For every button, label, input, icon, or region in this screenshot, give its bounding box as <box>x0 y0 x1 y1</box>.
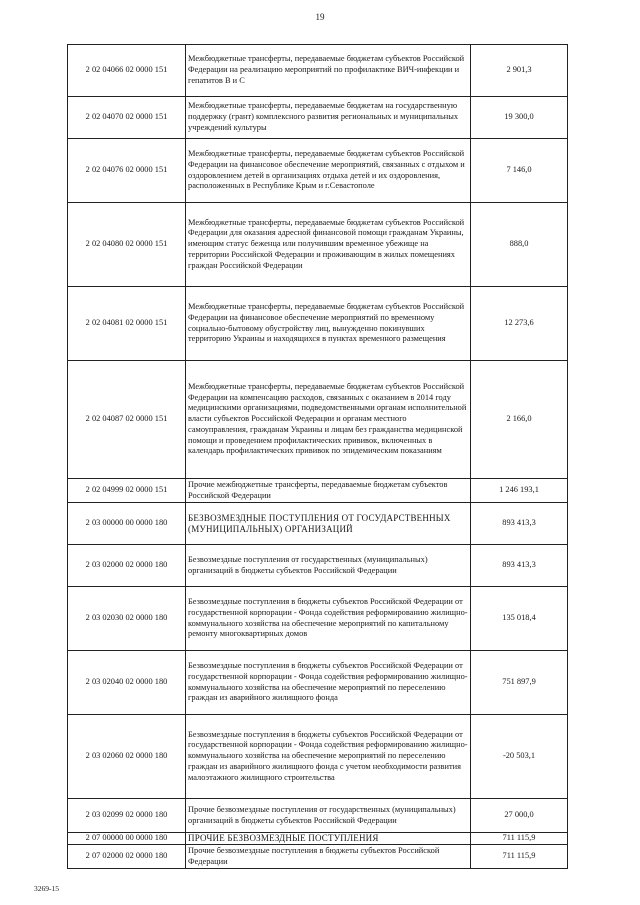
budget-code: 2 07 02000 02 0000 180 <box>68 845 186 869</box>
income-description: БЕЗВОЗМЕЗДНЫЕ ПОСТУПЛЕНИЯ ОТ ГОСУДАРСТВЕННЫХ (МУНИЦИПАЛЬНЫХ) ОРГАНИЗАЦИЙ <box>186 503 471 545</box>
table-row <box>68 833 568 845</box>
income-description: ПРОЧИЕ БЕЗВОЗМЕЗДНЫЕ ПОСТУПЛЕНИЯ <box>186 833 471 845</box>
amount: 711 115,9 <box>471 845 568 869</box>
table-row <box>68 479 568 503</box>
budget-code: 2 02 04076 02 0000 151 <box>68 139 186 203</box>
document-footer-code: 3269-15 <box>34 884 59 893</box>
budget-code: 2 02 04081 02 0000 151 <box>68 287 186 361</box>
table-row <box>68 545 568 587</box>
table-row <box>68 287 568 361</box>
amount: 751 897,9 <box>471 651 568 715</box>
table-row <box>68 361 568 479</box>
table-row <box>68 139 568 203</box>
table-row <box>68 715 568 799</box>
amount: 12 273,6 <box>471 287 568 361</box>
budget-code: 2 03 02030 02 0000 180 <box>68 587 186 651</box>
budget-code: 2 03 02000 02 0000 180 <box>68 545 186 587</box>
income-description: Межбюджетные трансферты, передаваемые бюджетам субъектов Российской Федерации для оказания адресной финансовой помощи гражданам Украины, имеющим статус беженца или получившим временное убежище на территории Российской Федерации и проживающим в жилых помещениях граждан Российской Федерации <box>186 203 471 287</box>
budget-code: 2 07 00000 00 0000 180 <box>68 833 186 845</box>
budget-code: 2 03 02099 02 0000 180 <box>68 799 186 833</box>
table-row <box>68 587 568 651</box>
amount: 888,0 <box>471 203 568 287</box>
amount: -20 503,1 <box>471 715 568 799</box>
amount: 7 146,0 <box>471 139 568 203</box>
amount: 19 300,0 <box>471 97 568 139</box>
budget-code: 2 03 02060 02 0000 180 <box>68 715 186 799</box>
table-row <box>68 203 568 287</box>
amount: 711 115,9 <box>471 833 568 845</box>
amount: 27 000,0 <box>471 799 568 833</box>
table-row <box>68 97 568 139</box>
table-row <box>68 845 568 869</box>
revenue-table-body <box>68 45 568 869</box>
income-description: Межбюджетные трансферты, передаваемые бюджетам субъектов Российской Федерации на финансовое обеспечение мероприятий, связанных с отдыхом и оздоровлением детей в организациях отдыха детей и их оздоровления, расположенных в Республике Крым и г.Севастополе <box>186 139 471 203</box>
budget-code: 2 03 00000 00 0000 180 <box>68 503 186 545</box>
income-description: Безвозмездные поступления в бюджеты субъектов Российской Федерации от государственной корпорации - Фонда содействия реформированию жилищно-коммунального хозяйства на обеспечение мероприятий по переселению граждан из аварийного жилищного фонда <box>186 651 471 715</box>
amount: 1 246 193,1 <box>471 479 568 503</box>
budget-code: 2 03 02040 02 0000 180 <box>68 651 186 715</box>
income-description: Прочие безвозмездные поступления от государственных (муниципальных) организаций в бюджеты субъектов Российской Федерации <box>186 799 471 833</box>
amount: 893 413,3 <box>471 503 568 545</box>
table-row <box>68 503 568 545</box>
table-row <box>68 651 568 715</box>
table-row <box>68 45 568 97</box>
budget-code: 2 02 04070 02 0000 151 <box>68 97 186 139</box>
revenue-table <box>67 44 568 869</box>
income-description: Межбюджетные трансферты, передаваемые бюджетам на государственную поддержку (грант) комплексного развития региональных и муниципальных учреждений культуры <box>186 97 471 139</box>
budget-code: 2 02 04080 02 0000 151 <box>68 203 186 287</box>
amount: 2 901,3 <box>471 45 568 97</box>
budget-code: 2 02 04999 02 0000 151 <box>68 479 186 503</box>
income-description: Прочие безвозмездные поступления в бюджеты субъектов Российской Федерации <box>186 845 471 869</box>
budget-code: 2 02 04087 02 0000 151 <box>68 361 186 479</box>
income-description: Безвозмездные поступления от государственных (муниципальных) организаций в бюджеты субъектов Российской Федерации <box>186 545 471 587</box>
income-description: Прочие межбюджетные трансферты, передаваемые бюджетам субъектов Российской Федерации <box>186 479 471 503</box>
income-description: Межбюджетные трансферты, передаваемые бюджетам субъектов Российской Федерации на реализацию мероприятий по профилактике ВИЧ-инфекции и гепатитов В и С <box>186 45 471 97</box>
table-row <box>68 799 568 833</box>
amount: 135 018,4 <box>471 587 568 651</box>
income-description: Безвозмездные поступления в бюджеты субъектов Российской Федерации от государственной корпорации - Фонда содействия реформированию жилищно-коммунального хозяйства на обеспечение мероприятий по капитальному ремонту многоквартирных домов <box>186 587 471 651</box>
amount: 2 166,0 <box>471 361 568 479</box>
income-description: Межбюджетные трансферты, передаваемые бюджетам субъектов Российской Федерации на финансовое обеспечение мероприятий по временному социально-бытовому обустройству лиц, вынужденно покинувших территорию Украины и находящихся в пунктах временного размещения <box>186 287 471 361</box>
budget-code: 2 02 04066 02 0000 151 <box>68 45 186 97</box>
income-description: Межбюджетные трансферты, передаваемые бюджетам субъектов Российской Федерации на компенсацию расходов, связанных с оказанием в 2014 году медицинскими организациями, подведомственными органам исполнительной власти субъектов Российской Федерации и органам местного самоуправления, гражданам Украины и лицам без гражданства медицинской помощи и проведением профилактических прививок, включенных в календарь профилактических прививок по эпидемическим показаниям <box>186 361 471 479</box>
page-number: 19 <box>315 12 325 22</box>
income-description: Безвозмездные поступления в бюджеты субъектов Российской Федерации от государственной корпорации - Фонда содействия реформированию жилищно-коммунального хозяйства на обеспечение мероприятий по переселению граждан из аварийного жилищного фонда с учетом необходимости развития малоэтажного жилищного строительства <box>186 715 471 799</box>
amount: 893 413,3 <box>471 545 568 587</box>
